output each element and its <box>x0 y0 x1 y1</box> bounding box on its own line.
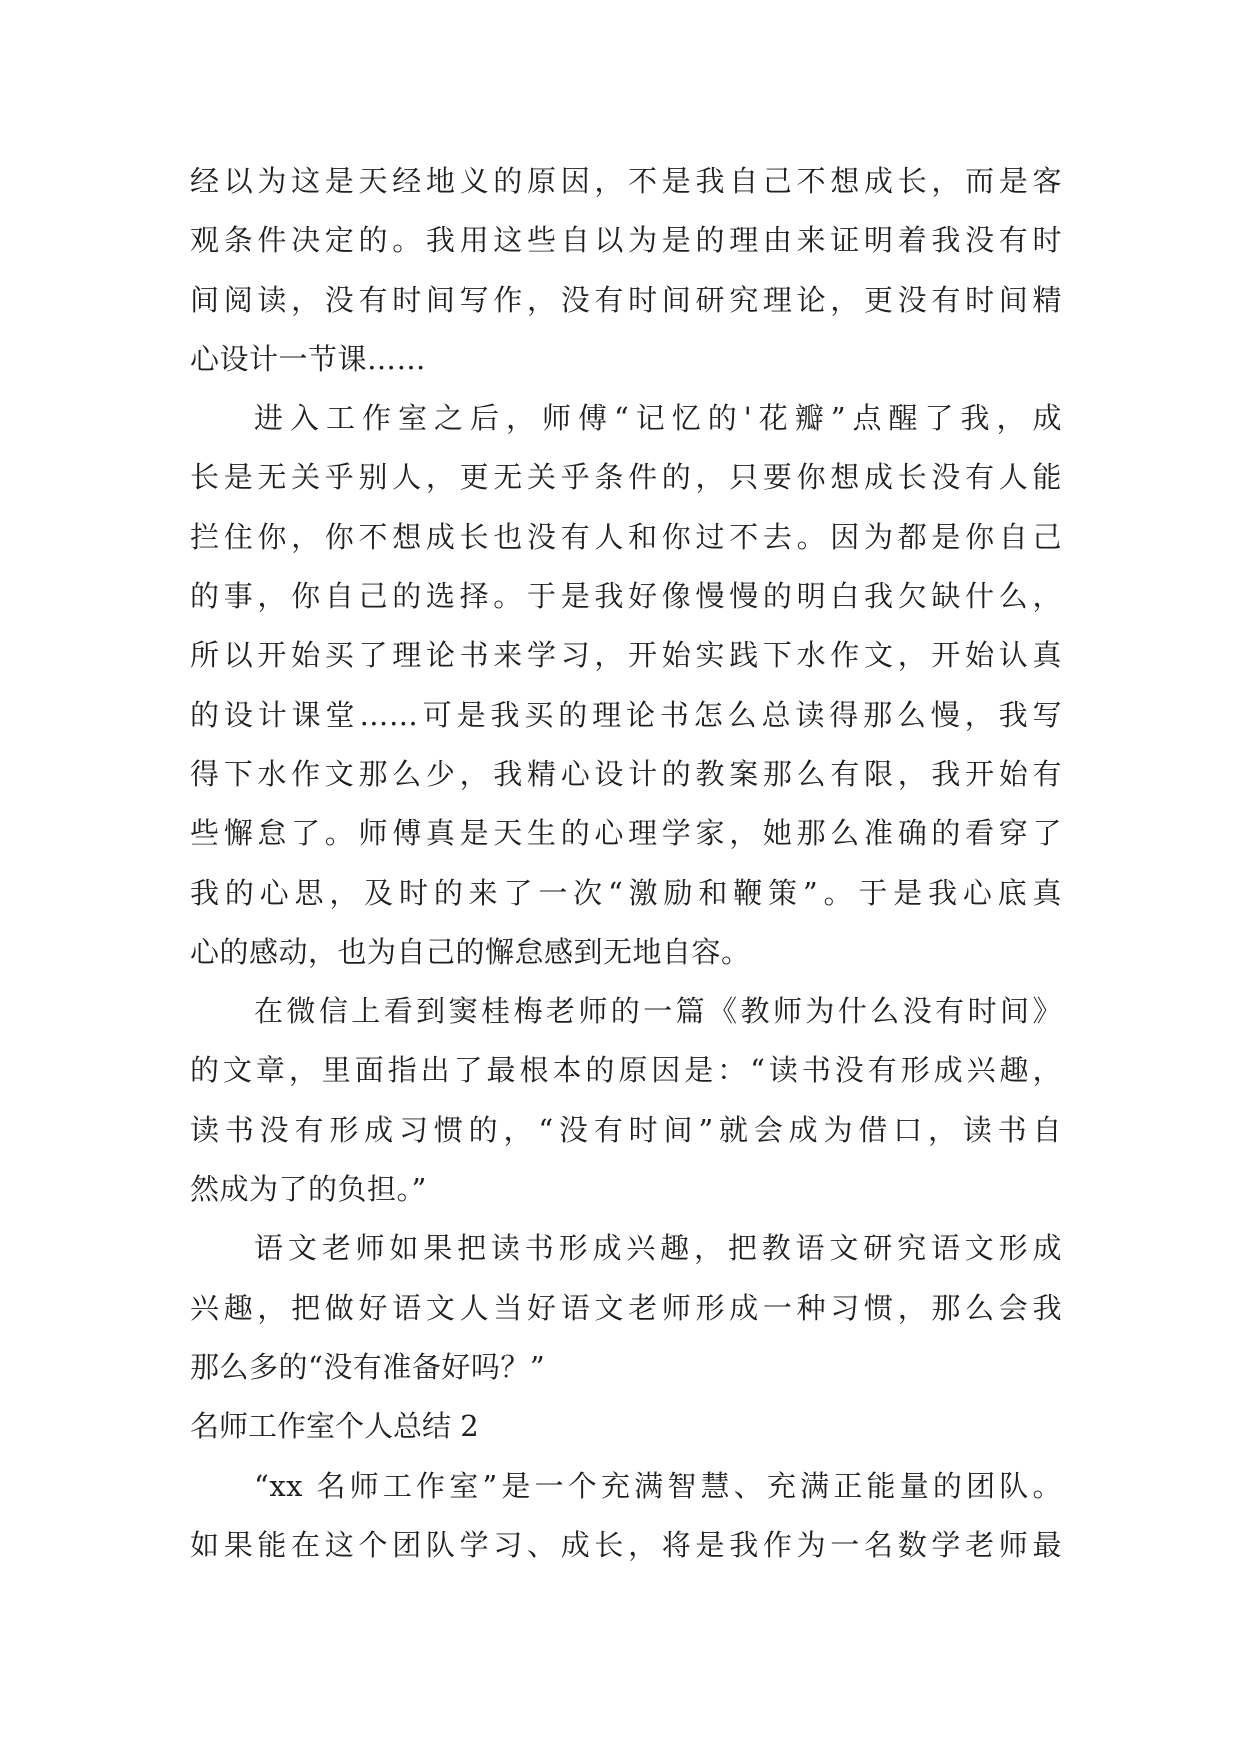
text-line: 所以开始买了理论书来学习，开始实践下水作文，开始认真 <box>190 638 1062 673</box>
text-line: 我的心思，及时的来了一次“激励和鞭策”。于是我心底真 <box>190 875 1062 910</box>
text-line: 间阅读，没有时间写作，没有时间研究理论，更没有时间精 <box>190 282 1062 317</box>
paragraph <box>190 152 1062 389</box>
text-line: 然成为了的负担。” <box>190 1172 427 1207</box>
text-line: 语文老师如果把读书形成兴趣，把教语文研究语文形成 <box>254 1231 1062 1266</box>
paragraph <box>190 1457 1062 1576</box>
text-line: 如果能在这个团队学习、成长，将是我作为一名数学老师最 <box>190 1527 1062 1562</box>
text-line: “xx 名师工作室”是一个充满智慧、充满正能量的团队。 <box>254 1468 1062 1503</box>
text-line: 长是无关乎别人，更无关乎条件的，只要你想成长没有人能 <box>190 460 1062 495</box>
text-line: 兴趣，把做好语文人当好语文老师形成一种习惯，那么会我 <box>190 1290 1062 1325</box>
paragraph <box>190 389 1062 982</box>
text-line: 的事，你自己的选择。于是我好像慢慢的明白我欠缺什么， <box>190 579 1062 614</box>
text-line: 些懈怠了。师傅真是天生的心理学家，她那么准确的看穿了 <box>190 816 1062 851</box>
text-line: 的设计课堂……可是我买的理论书怎么总读得那么慢，我写 <box>190 697 1062 732</box>
text-line: 得下水作文那么少，我精心设计的教案那么有限，我开始有 <box>190 756 1062 791</box>
section-heading: 名师工作室个人总结 2 <box>190 1409 479 1444</box>
text-line: 心设计一节课…… <box>190 341 427 376</box>
text-line: 在微信上看到窦桂梅老师的一篇《教师为什么没有时间》 <box>254 994 1062 1029</box>
text-line: 那么多的“没有准备好吗？” <box>190 1349 546 1384</box>
document-body <box>190 152 1062 1575</box>
text-line: 的文章，里面指出了最根本的原因是：“读书没有形成兴趣， <box>190 1053 1062 1088</box>
text-line: 经以为这是天经地义的原因，不是我自己不想成长，而是客 <box>190 164 1062 198</box>
text-line: 观条件决定的。我用这些自以为是的理由来证明着我没有时 <box>190 223 1062 258</box>
text-line: 读书没有形成习惯的，“没有时间”就会成为借口，读书自 <box>190 1112 1062 1147</box>
text-line: 拦住你，你不想成长也没有人和你过不去。因为都是你自己 <box>190 519 1062 554</box>
paragraph <box>190 982 1062 1219</box>
text-line: 进入工作室之后，师傅“记忆的'花瓣”点醒了我，成 <box>254 401 1062 436</box>
text-line: 心的感动，也为自己的懈怠感到无地自容。 <box>190 934 751 969</box>
paragraph <box>190 1219 1062 1397</box>
